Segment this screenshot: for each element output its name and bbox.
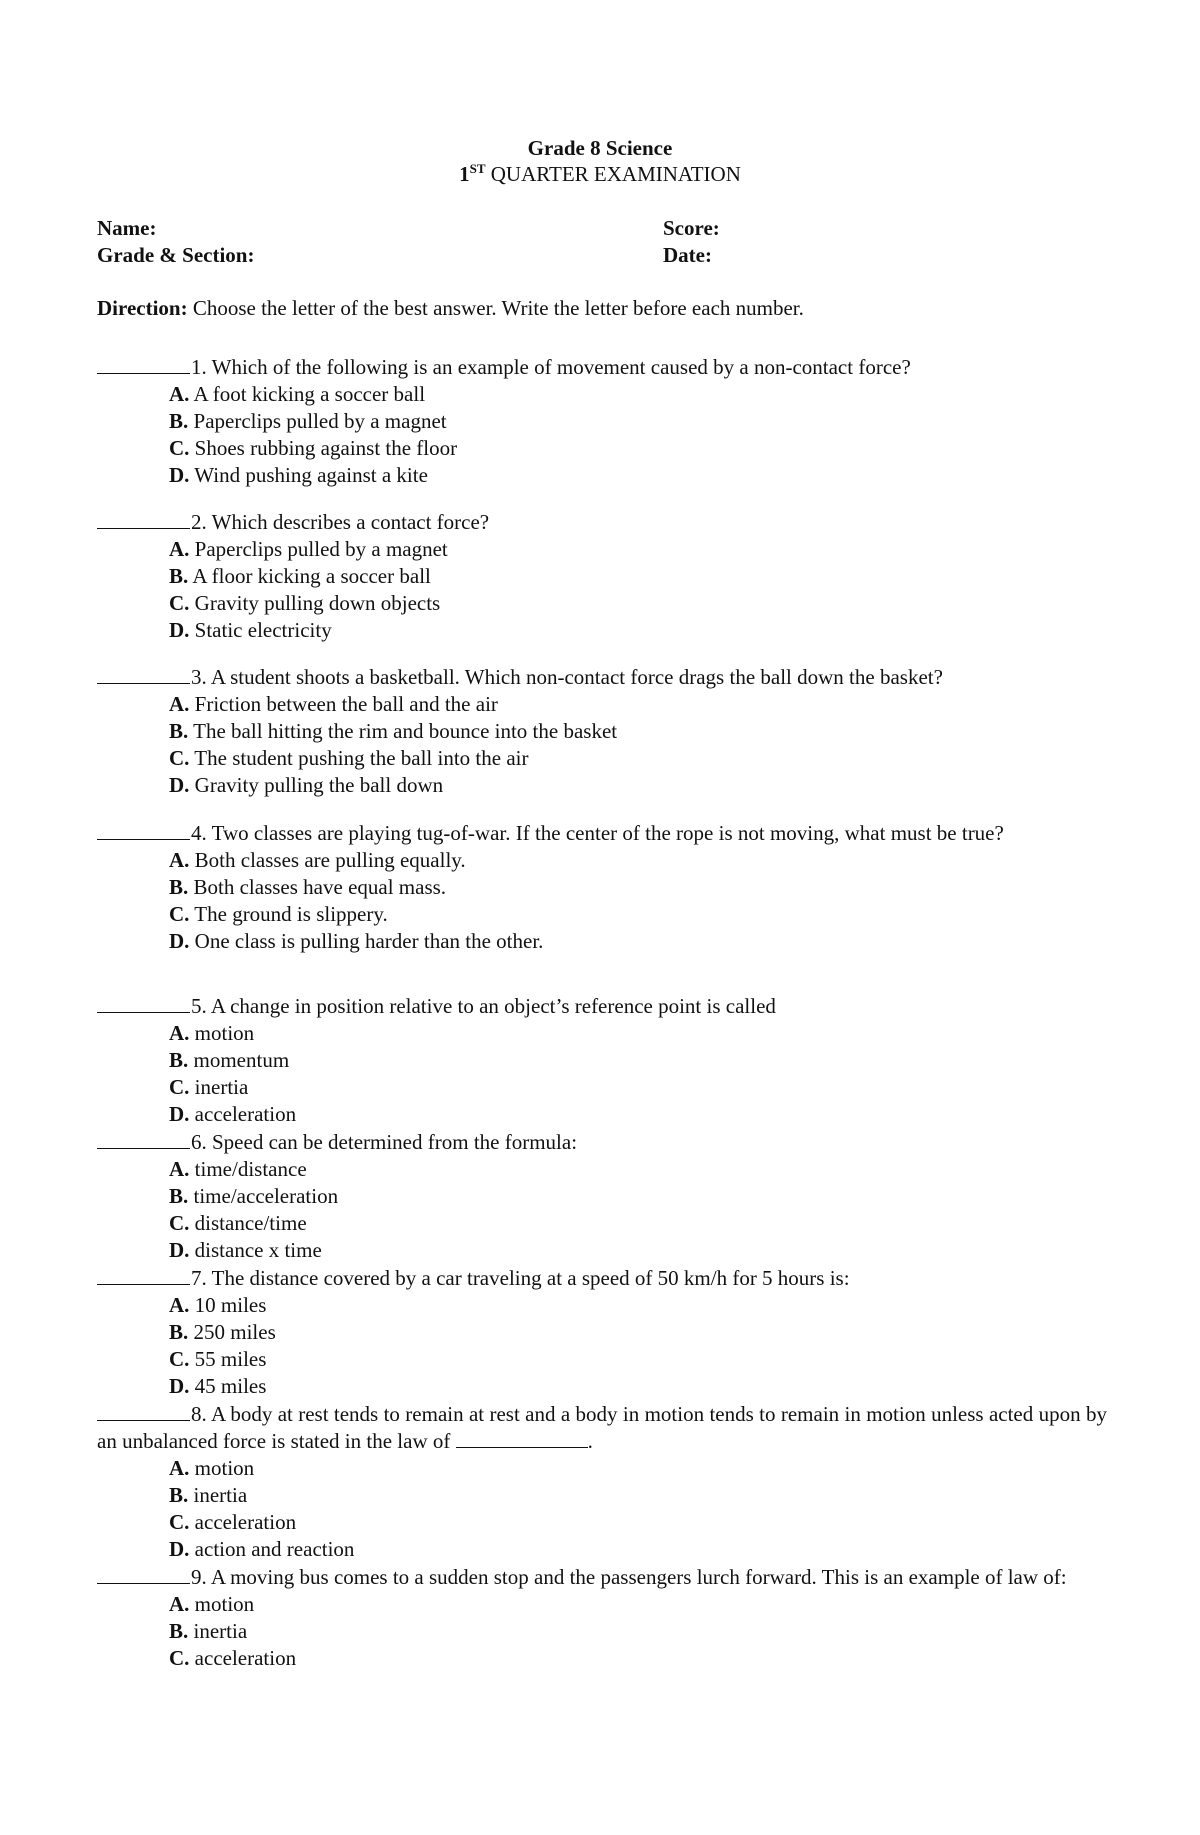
subtitle-number: 1 bbox=[459, 162, 470, 186]
question-stem bbox=[97, 993, 1107, 1020]
question-stem bbox=[97, 1129, 1107, 1156]
choice-letter: B. bbox=[169, 719, 189, 743]
question-4 bbox=[97, 820, 1107, 955]
choice-text: Paperclips pulled by a magnet bbox=[188, 409, 447, 433]
exam-subtitle bbox=[0, 162, 1200, 187]
choice-text: The ground is slippery. bbox=[189, 902, 388, 926]
question-6 bbox=[97, 1129, 1107, 1264]
choice-text: Wind pushing against a kite bbox=[189, 463, 428, 487]
answer-blank[interactable] bbox=[97, 1565, 190, 1584]
choice-letter: A. bbox=[169, 537, 190, 561]
choice-d bbox=[97, 1101, 1107, 1128]
choice-letter: B. bbox=[169, 1184, 189, 1208]
choice-letter: D. bbox=[169, 1537, 190, 1561]
question-stem bbox=[97, 509, 1107, 536]
subtitle-text: QUARTER EXAMINATION bbox=[485, 162, 741, 186]
question-number: 1. bbox=[191, 355, 207, 379]
score-label: Score: bbox=[663, 216, 720, 240]
question-text-end: . bbox=[587, 1429, 593, 1453]
choice-text: A foot kicking a soccer ball bbox=[189, 382, 426, 406]
choice-text: Friction between the ball and the air bbox=[189, 692, 498, 716]
choice-text: inertia bbox=[188, 1619, 248, 1643]
choice-d bbox=[97, 617, 1107, 644]
choice-letter: D. bbox=[169, 773, 190, 797]
choice-letter: A. bbox=[169, 382, 190, 406]
choice-letter: A. bbox=[169, 1157, 190, 1181]
choice-text: acceleration bbox=[189, 1646, 297, 1670]
choice-letter: B. bbox=[169, 1619, 189, 1643]
question-number: 7. bbox=[191, 1266, 207, 1290]
choice-text: inertia bbox=[189, 1075, 249, 1099]
choice-c bbox=[97, 745, 1107, 772]
choice-letter: B. bbox=[169, 875, 189, 899]
question-stem bbox=[97, 664, 1107, 691]
question-text: Speed can be determined from the formula: bbox=[206, 1130, 578, 1154]
choice-a bbox=[97, 847, 1107, 874]
direction-text: Choose the letter of the best answer. Write the letter before each number. bbox=[187, 296, 804, 320]
choice-text: acceleration bbox=[189, 1102, 297, 1126]
choice-letter: A. bbox=[169, 1293, 190, 1317]
exam-title: Grade 8 Science bbox=[527, 136, 673, 160]
choice-a bbox=[97, 1020, 1107, 1047]
choice-b bbox=[97, 1618, 1107, 1645]
answer-blank[interactable] bbox=[97, 355, 190, 374]
choice-text: Gravity pulling down objects bbox=[189, 591, 441, 615]
choice-c bbox=[97, 1210, 1107, 1237]
question-text: A body at rest tends to remain at rest and a body in motion tends to remain in motion unless acted upon by an unbalanced force is stated in the law of bbox=[97, 1402, 1107, 1453]
choice-letter: D. bbox=[169, 929, 190, 953]
choice-letter: C. bbox=[169, 1347, 190, 1371]
choice-text: distance x time bbox=[189, 1238, 322, 1262]
choice-text: motion bbox=[189, 1592, 255, 1616]
choice-text: 250 miles bbox=[188, 1320, 276, 1344]
choice-text: Gravity pulling the ball down bbox=[189, 773, 444, 797]
date-label: Date: bbox=[663, 243, 712, 267]
choice-c bbox=[97, 1346, 1107, 1373]
question-5 bbox=[97, 993, 1107, 1128]
answer-blank[interactable] bbox=[97, 821, 190, 840]
choice-c bbox=[97, 1074, 1107, 1101]
question-7 bbox=[97, 1265, 1107, 1400]
choice-a bbox=[97, 381, 1107, 408]
question-number: 8. bbox=[191, 1402, 207, 1426]
choice-letter: C. bbox=[169, 1075, 190, 1099]
choice-b bbox=[97, 874, 1107, 901]
choice-text: action and reaction bbox=[189, 1537, 355, 1561]
choice-a bbox=[97, 1455, 1107, 1482]
choice-letter: D. bbox=[169, 1238, 190, 1262]
question-3 bbox=[97, 664, 1107, 799]
direction bbox=[97, 296, 804, 321]
choice-text: motion bbox=[189, 1021, 255, 1045]
choice-text: acceleration bbox=[189, 1510, 297, 1534]
choice-c bbox=[97, 435, 1107, 462]
choice-c bbox=[97, 590, 1107, 617]
question-text: Which of the following is an example of movement caused by a non-contact force? bbox=[206, 355, 911, 379]
grade-section-label: Grade & Section: bbox=[97, 243, 255, 267]
question-number: 3. bbox=[191, 665, 207, 689]
answer-blank[interactable] bbox=[97, 1266, 190, 1285]
choice-c bbox=[97, 1645, 1107, 1672]
choice-b bbox=[97, 1319, 1107, 1346]
choice-a bbox=[97, 1156, 1107, 1183]
question-number: 5. bbox=[191, 994, 207, 1018]
choice-d bbox=[97, 462, 1107, 489]
question-number: 9. bbox=[191, 1565, 207, 1589]
choice-text: The ball hitting the rim and bounce into the basket bbox=[188, 719, 618, 743]
choice-text: time/acceleration bbox=[188, 1184, 339, 1208]
choice-d bbox=[97, 928, 1107, 955]
question-8 bbox=[97, 1401, 1107, 1563]
choice-letter: D. bbox=[169, 463, 190, 487]
choice-a bbox=[97, 691, 1107, 718]
choice-text: inertia bbox=[188, 1483, 248, 1507]
choice-letter: C. bbox=[169, 902, 190, 926]
choice-letter: C. bbox=[169, 591, 190, 615]
choice-d bbox=[97, 1237, 1107, 1264]
answer-blank[interactable] bbox=[97, 665, 190, 684]
choice-text: distance/time bbox=[189, 1211, 307, 1235]
question-1 bbox=[97, 354, 1107, 489]
question-text: A moving bus comes to a sudden stop and the passengers lurch forward. This is an example of law of: bbox=[206, 1565, 1067, 1589]
choice-letter: A. bbox=[169, 1456, 190, 1480]
choice-b bbox=[97, 1183, 1107, 1210]
choice-letter: A. bbox=[169, 692, 190, 716]
choice-b bbox=[97, 1482, 1107, 1509]
choice-b bbox=[97, 718, 1107, 745]
choice-text: The student pushing the ball into the air bbox=[189, 746, 529, 770]
question-text: A change in position relative to an object’s reference point is called bbox=[206, 994, 776, 1018]
choice-d bbox=[97, 1373, 1107, 1400]
choice-letter: A. bbox=[169, 1592, 190, 1616]
choice-text: Both classes are pulling equally. bbox=[189, 848, 466, 872]
question-stem bbox=[97, 354, 1107, 381]
choice-text: 45 miles bbox=[189, 1374, 267, 1398]
direction-label: Direction: bbox=[97, 296, 188, 320]
choice-letter: B. bbox=[169, 1483, 189, 1507]
question-9 bbox=[97, 1564, 1107, 1672]
choice-letter: C. bbox=[169, 436, 190, 460]
answer-blank[interactable] bbox=[97, 510, 190, 529]
choice-text: motion bbox=[189, 1456, 255, 1480]
choice-text: Both classes have equal mass. bbox=[188, 875, 447, 899]
question-number: 4. bbox=[191, 821, 207, 845]
choice-a bbox=[97, 1591, 1107, 1618]
choice-text: A floor kicking a soccer ball bbox=[188, 564, 431, 588]
choice-text: 55 miles bbox=[189, 1347, 267, 1371]
choice-letter: D. bbox=[169, 618, 190, 642]
choice-b bbox=[97, 1047, 1107, 1074]
fill-in-blank[interactable] bbox=[456, 1429, 588, 1448]
choice-text: time/distance bbox=[189, 1157, 307, 1181]
choice-letter: B. bbox=[169, 564, 189, 588]
choice-a bbox=[97, 1292, 1107, 1319]
question-stem bbox=[97, 820, 1107, 847]
choice-letter: B. bbox=[169, 1048, 189, 1072]
choice-text: momentum bbox=[188, 1048, 290, 1072]
choice-letter: A. bbox=[169, 1021, 190, 1045]
choice-c bbox=[97, 901, 1107, 928]
question-number: 2. bbox=[191, 510, 207, 534]
choice-text: Paperclips pulled by a magnet bbox=[189, 537, 448, 561]
choice-letter: C. bbox=[169, 1510, 190, 1534]
choice-letter: B. bbox=[169, 409, 189, 433]
answer-blank[interactable] bbox=[97, 1130, 190, 1149]
choice-letter: B. bbox=[169, 1320, 189, 1344]
question-text: Two classes are playing tug-of-war. If the center of the rope is not moving, what must be true? bbox=[206, 821, 1004, 845]
choice-a bbox=[97, 536, 1107, 563]
question-number: 6. bbox=[191, 1130, 207, 1154]
choice-letter: D. bbox=[169, 1102, 190, 1126]
choice-b bbox=[97, 408, 1107, 435]
choice-b bbox=[97, 563, 1107, 590]
name-label: Name: bbox=[97, 216, 157, 240]
answer-blank[interactable] bbox=[97, 994, 190, 1013]
choice-d bbox=[97, 772, 1107, 799]
question-stem bbox=[97, 1401, 1107, 1455]
choice-c bbox=[97, 1509, 1107, 1536]
choice-letter: C. bbox=[169, 1211, 190, 1235]
choice-letter: C. bbox=[169, 746, 190, 770]
choice-letter: C. bbox=[169, 1646, 190, 1670]
choice-letter: D. bbox=[169, 1374, 190, 1398]
question-2 bbox=[97, 509, 1107, 644]
answer-blank[interactable] bbox=[97, 1402, 190, 1421]
subtitle-ordinal: ST bbox=[469, 161, 486, 176]
choice-letter: A. bbox=[169, 848, 190, 872]
choice-text: Shoes rubbing against the floor bbox=[189, 436, 458, 460]
choice-text: 10 miles bbox=[189, 1293, 267, 1317]
question-text: A student shoots a basketball. Which non-contact force drags the ball down the basket? bbox=[206, 665, 943, 689]
question-stem bbox=[97, 1265, 1107, 1292]
choice-text: One class is pulling harder than the other. bbox=[189, 929, 544, 953]
question-text: Which describes a contact force? bbox=[206, 510, 490, 534]
question-text: The distance covered by a car traveling at a speed of 50 km/h for 5 hours is: bbox=[206, 1266, 850, 1290]
question-stem bbox=[97, 1564, 1107, 1591]
choice-text: Static electricity bbox=[189, 618, 332, 642]
choice-d bbox=[97, 1536, 1107, 1563]
